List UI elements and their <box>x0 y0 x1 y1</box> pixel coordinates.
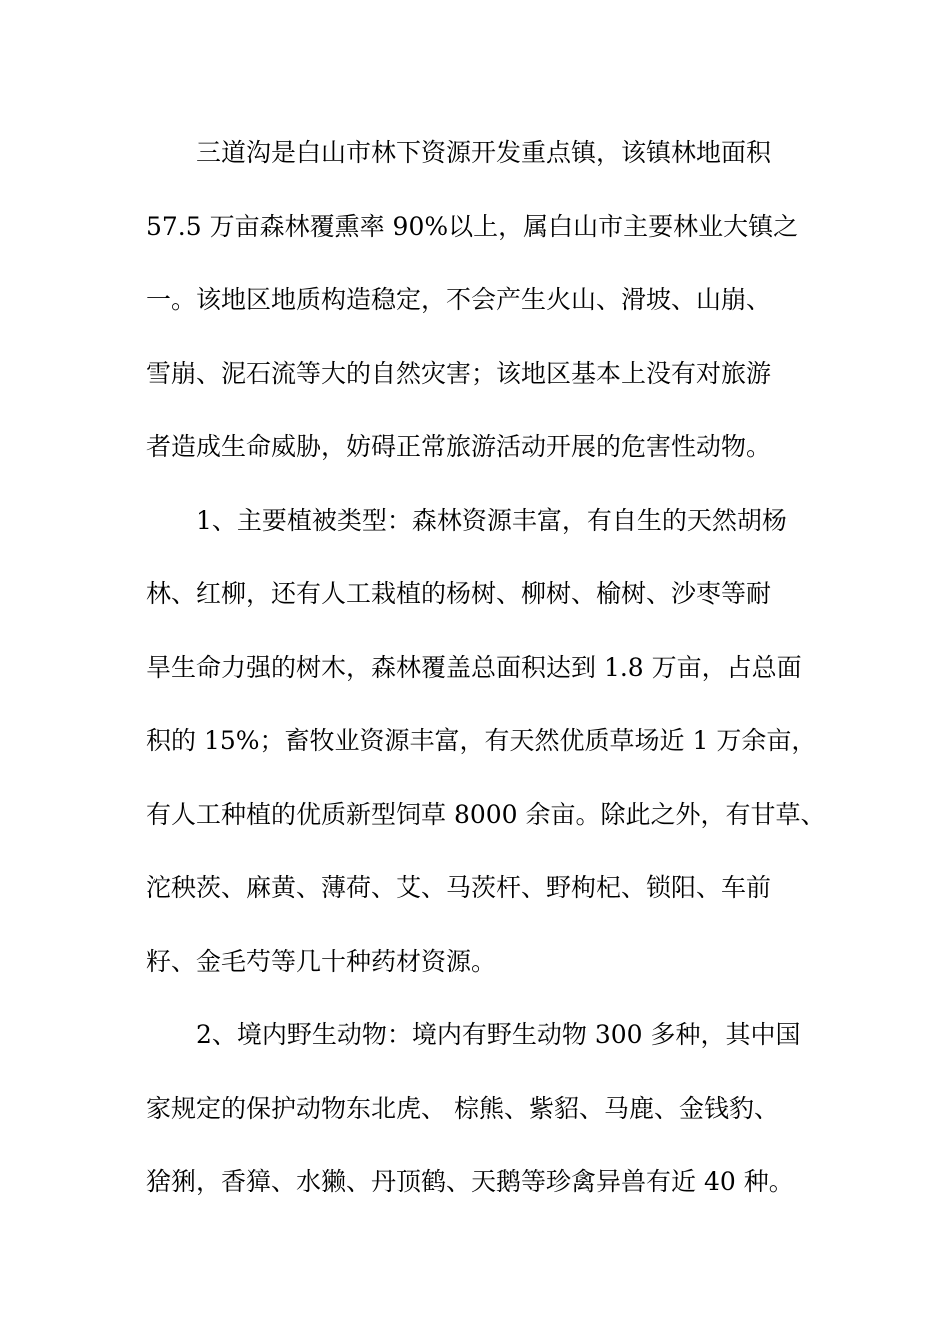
paragraph-line: 林、红柳，还有人工栽植的杨树、柳树、榆树、沙枣等耐 <box>146 579 772 608</box>
paragraph-line: 猞猁，香獐、水獭、丹顶鹤、天鹅等珍禽异兽有近 40 种。 <box>146 1167 794 1196</box>
paragraph-line: 1、主要植被类型：森林资源丰富，有自生的天然胡杨 <box>196 505 787 535</box>
document-body <box>146 131 826 1234</box>
paragraph-line: 有人工种植的优质新型饲草 8000 余亩。除此之外，有甘草、 <box>146 799 826 829</box>
paragraph-line: 雪崩、泥石流等大的自然灾害；该地区基本上没有对旅游 <box>146 358 772 388</box>
paragraph-line: 2、境内野生动物：境内有野生动物 300 多种，其中国 <box>196 1020 801 1049</box>
paragraph-line: 三道沟是白山市林下资源开发重点镇，该镇林地面积 <box>196 138 772 167</box>
paragraph-line: 沱秧茨、麻黄、薄荷、艾、马茨杆、野枸杞、锁阳、车前 <box>146 873 772 902</box>
paragraph-line: 57.5 万亩森林覆熏率 90%以上，属白山市主要林业大镇之 <box>146 211 799 241</box>
paragraph-line: 旱生命力强的树木，森林覆盖总面积达到 1.8 万亩，占总面 <box>146 652 802 682</box>
paragraph-line: 者造成生命威胁，妨碍正常旅游活动开展的危害性动物。 <box>146 432 772 461</box>
paragraph-line: 籽、金毛芍等几十种药材资源。 <box>146 946 497 976</box>
paragraph-line: 一。该地区地质构造稳定，不会产生火山、滑坡、山崩、 <box>146 285 772 314</box>
paragraph-line: 积的 15%；畜牧业资源丰富，有天然优质草场近 1 万余亩， <box>146 726 817 755</box>
paragraph-line: 家规定的保护动物东北虎、 棕熊、紫貂、马鹿、金钱豹、 <box>146 1093 779 1123</box>
